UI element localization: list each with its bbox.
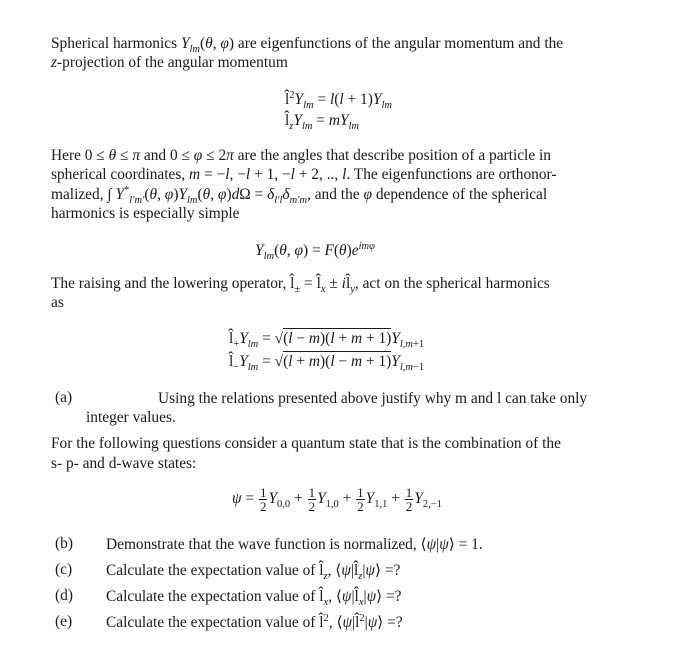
question-e-label: (e) [55,613,73,630]
eq1-top: $l̂^2Y_{lm} = l(l + 1)Y_{lm}$ [285,89,392,112]
eq2: $Y_{lm}(\theta$, $\varphi) = F(\theta)e^{im\varphi}$ [255,240,375,263]
question-a-line-1: Using the relations presented above justify why m and l can take only [158,390,588,407]
para2-line-3: malized, ∫ $Y^*_{l'm'}(\theta$, $\varphi)Y_{lm}(\theta$, $\varphi)d\Omega = \delta_{l'l}\delta_{m'm}$, and the φ dependence of the spherical [51,184,548,207]
eq3-bottom: $l̂_-Y_{lm} = √(l + m)(l - m + 1)Y_{l,m-1}$ [229,353,425,374]
para2-line-2: spherical coordinates, m = −l, −l + 1, −l + 2, .., l. The eigenfunctions are orthonor- [51,166,557,183]
question-d-label: (d) [55,587,73,604]
question-c-text: Calculate the expectation value of $l̂_z$, $⟨\psi|l̂_z|\psi⟩$ =? [106,562,401,583]
eq4: ψ = $\frac{1}{2}$ $Y_{0,0}$ + $\frac{1}{2}$ $Y_{1,0}$ + $\frac{1}{2}$ $Y_{1,1}$ + $\frac{1}{2}$ $Y_{2,-1}$ [232,485,442,514]
intro-line-2: z-projection of the angular momentum [51,54,288,71]
question-b-text: Demonstrate that the wave function is normalized, ⟨ψ|ψ⟩ = 1. [106,536,483,553]
question-a-line-2: integer values. [86,409,176,426]
eq3-top: $l̂_+Y_{lm} = √(l - m)(l + m + 1)Y_{l,m+1}$ [229,330,425,351]
intro-line-1: Spherical harmonics $Y_{lm}(\theta$, φ) are eigenfunctions of the angular momentum and the [51,35,564,56]
question-e-text: Calculate the expectation value of l̂$^2$, ⟨ψ|l̂$^2$|ψ⟩ =? [106,612,403,631]
question-d-text: Calculate the expectation value of $l̂_x$, $⟨\psi|l̂_x|\psi⟩$ =? [106,588,402,609]
eq1-bottom: $l̂_zY_{lm} = mY_{lm}$ [285,112,360,133]
para3-line-2: as [51,294,64,311]
question-c-label: (c) [55,561,73,578]
para4-line-2: s- p- and d-wave states: [51,455,197,472]
para2-line-1: Here 0 ≤ θ ≤ π and 0 ≤ φ ≤ 2π are the angles that describe position of a particle in [51,147,551,164]
question-b-label: (b) [55,535,73,552]
para3-line-1: The raising and the lowering operator, $l̂_\pm$ = $l̂_x$ ± $il̂_y$, act on the spherical harmonics [51,275,550,296]
para4-line-1: For the following questions consider a quantum state that is the combination of the [51,435,561,452]
question-a-label: (a) [55,389,73,406]
para2-line-4: harmonics is especially simple [51,205,240,222]
